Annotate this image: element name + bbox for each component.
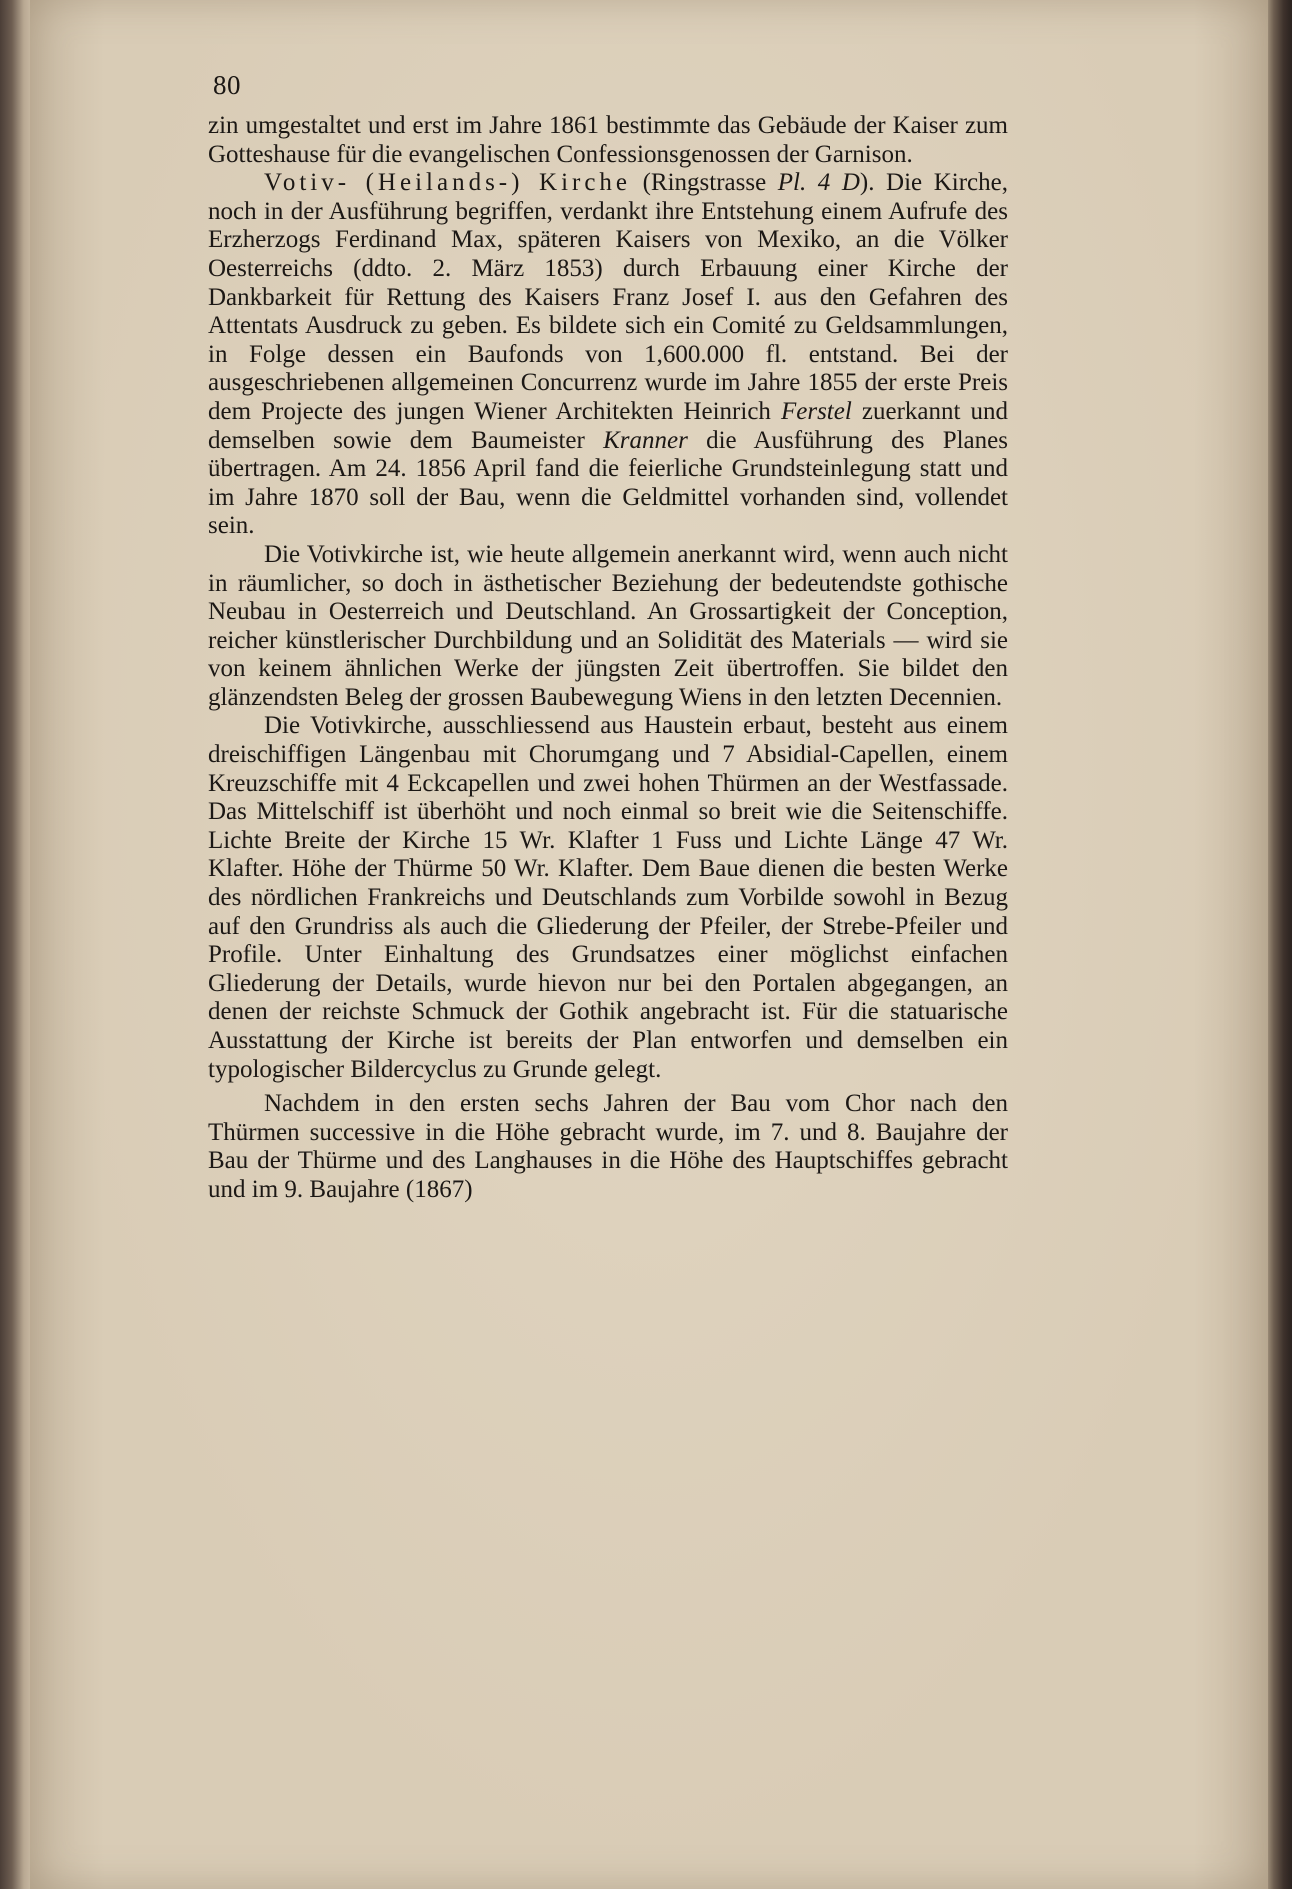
architect-name: Ferstel xyxy=(780,397,852,425)
page-sheet xyxy=(30,0,1268,1889)
section-heading-votivkirche: Votiv- (Heilands-) Kirche xyxy=(264,169,632,197)
paragraph-2-text-c: zuerkannt und demselben sowie dem Baumeister xyxy=(208,397,1009,454)
paragraph-2-text-b: ). Die Kirche, noch in der Ausführung begriffen, verdankt ihre Entstehung einem Aufrufe des Erzherzogs Ferdinand Max, späteren Kaisers von Mexiko, an die Völker Oesterreichs (ddto. 2. März 1853) durch Erbauung einer Kirche der Dankbarkeit für Rettung des Kaisers Franz Josef I. aus den Gefahren des Attentats Ausdruck zu geben. Es bildete sich ein Comité zu Geldsammlungen, in Folge dessen ein Baufonds von 1,600.000 fl. entstand. Bei der ausgeschriebenen allgemeinen Concurrenz wurde im Jahre 1855 der erste Preis dem Projecte des jungen Wiener Architekten Heinrich xyxy=(208,169,1008,425)
paragraph-5: Nachdem in den ersten sechs Jahren der Bau vom Chor nach den Thürmen successive in die Höhe gebracht wurde, im 7. und 8. Baujahre der Bau der Thürme und des Langhauses in die Höhe des Hauptschiffes gebracht und im 9. Baujahre (1867) xyxy=(208,1090,1008,1203)
paragraph-2-text-d: die Ausführung des Planes übertragen. Am 24. 1856 April fand die feierliche Grundsteinlegung statt und im Jahre 1870 soll der Bau, wenn die Geldmittel vorhanden sind, vollendet sein. xyxy=(208,426,1008,540)
paragraph-3: Die Votivkirche ist, wie heute allgemein anerkannt wird, wenn auch nicht in räumlicher, so doch in ästhetischer Beziehung der bedeutendste gothische Neubau in Oesterreich und Deutschland. An Grossartigkeit der Conception, reicher künstlerischer Durchbildung und an Solidität des Materials — wird sie von keinem ähnlichen Werke der jüngsten Zeit übertroffen. Sie bildet den glänzendsten Beleg der grossen Baubewegung Wiens in den letzten Decennien. xyxy=(208,540,1008,711)
paragraph-2 xyxy=(208,169,1008,541)
plan-reference: Pl. 4 D xyxy=(777,169,860,197)
paragraph-1: zin umgestaltet und erst im Jahre 1861 bestimmte das Gebäude der Kaiser zum Gotteshause für die evangelischen Confessionsgenossen der Garnison. xyxy=(208,112,1008,168)
page-number: 80 xyxy=(213,70,241,100)
book-fore-edge xyxy=(1264,0,1292,1889)
body-text xyxy=(208,112,1008,1205)
paragraph-4: Die Votivkirche, ausschliessend aus Haustein erbaut, besteht aus einem dreischiffigen Längenbau mit Chorumgang und 7 Absidial-Capellen, einem Kreuzschiffe mit 4 Eckcapellen und zwei hohen Thürmen an der Westfassade. Das Mittelschiff ist überhöht und noch einmal so breit wie die Seitenschiffe. Lichte Breite der Kirche 15 Wr. Klafter 1 Fuss und Lichte Länge 47 Wr. Klafter. Höhe der Thürme 50 Wr. Klafter. Dem Baue dienen die besten Werke des nördlichen Frankreichs und Deutschlands zum Vorbilde sowohl in Bezug auf den Grundriss als auch die Gliederung der Pfeiler, der Strebe-Pfeiler und Profile. Unter Einhaltung des Grundsatzes einer möglichst einfachen Gliederung der Details, wurde hievon nur bei den Portalen abgegangen, an denen der reichste Schmuck der Gothik angebracht ist. Für die statuarische Ausstattung der Kirche ist bereits der Plan entworfen und demselben ein typologischer Bildercyclus zu Grunde gelegt. xyxy=(208,712,1008,1083)
builder-name: Kranner xyxy=(603,426,688,454)
book-spine-edge xyxy=(0,0,34,1889)
paragraph-2-text-a: (Ringstrasse xyxy=(631,169,778,197)
